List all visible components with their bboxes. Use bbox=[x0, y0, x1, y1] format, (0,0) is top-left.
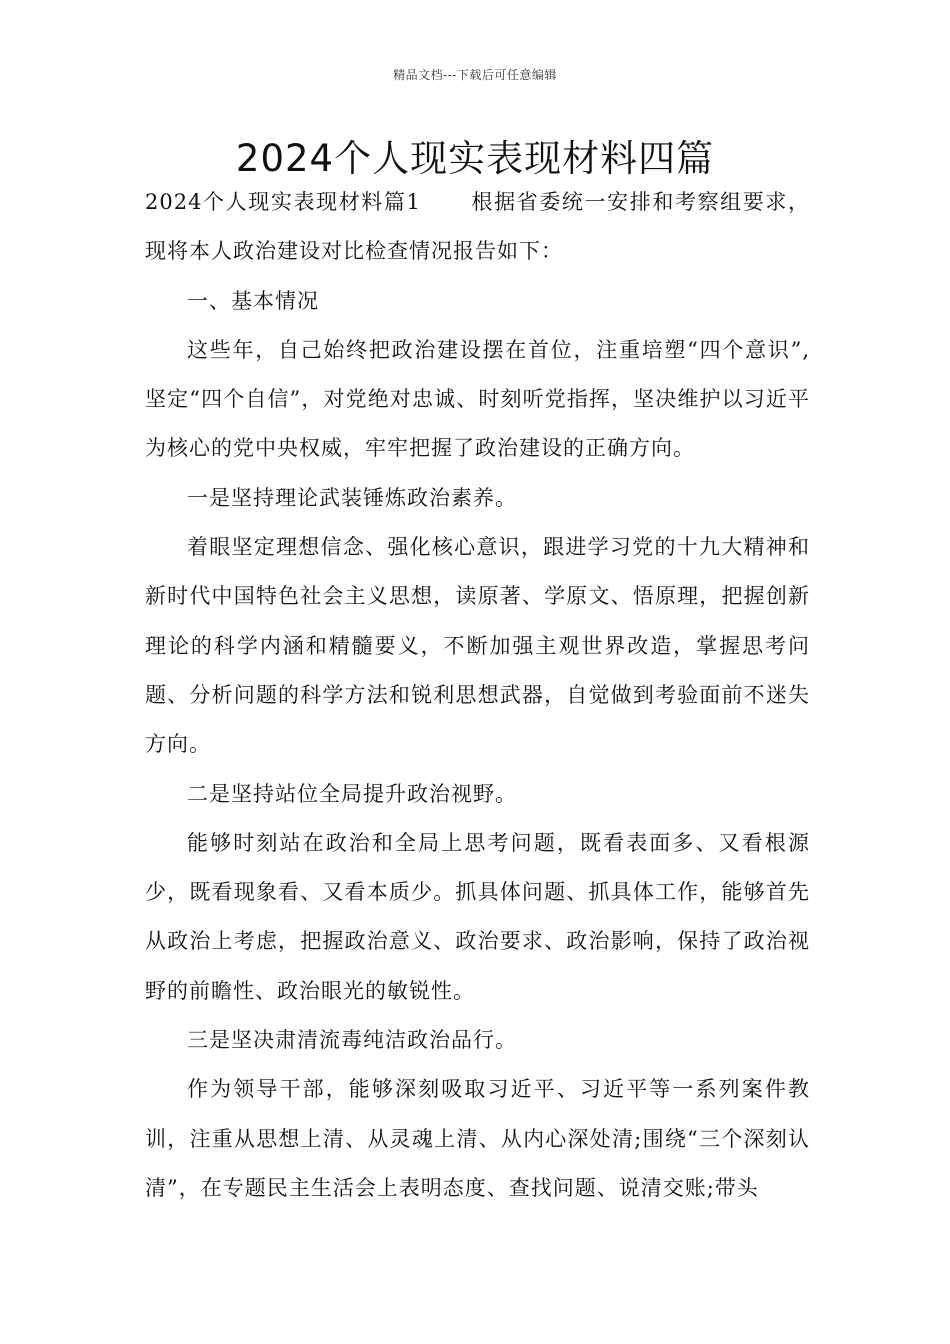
paragraph-theory: 着眼坚定理想信念、强化核心意识，跟进学习党的十九大精神和新时代中国特色社会主义思想，读原著、学原文、悟原理，把握创新理论的科学内涵和精髓要义，不断加强主观世界改造，掌握思考问题、分析问题的科学方法和锐利思想武器，自觉做到考验面前不迷失方向。 bbox=[145, 535, 810, 757]
subheading-two: 二是坚持站位全局提升政治视野。 bbox=[187, 781, 517, 806]
subheading-three: 三是坚决肃清流毒纯洁政治品行。 bbox=[187, 1028, 517, 1053]
document-body bbox=[145, 178, 810, 1213]
paragraph-vision: 能够时刻站在政治和全局上思考问题，既看表面多、又看根源少，既看现象看、又看本质少。抓具体问题、抓具体工作，能够首先从政治上考虑，把握政治意义、政治要求、政治影响，保持了政治视野的前瞻性、政治眼光的敏锐性。 bbox=[145, 830, 810, 1003]
intro-prefix: 2024个人现实表现材料篇1 bbox=[145, 190, 421, 214]
section-heading-basic: 一、基本情况 bbox=[187, 288, 319, 313]
paragraph-conduct: 作为领导干部，能够深刻吸取习近平、习近平等一系列案件教训，注重从思想上清、从灵魂上清、从内心深处清;围绕“三个深刻认清”，在专题民主生活会上表明态度、查找问题、说清交账;带头 bbox=[145, 1077, 810, 1200]
intro-paragraph bbox=[145, 178, 810, 277]
intro-text: 根据省委统一安排和考察组要求，现将本人政治建设对比检查情况报告如下： bbox=[145, 190, 811, 264]
document-title: 2024个人现实表现材料四篇 bbox=[235, 137, 715, 180]
subheading-one: 一是坚持理论武装锤炼政治素养。 bbox=[187, 485, 517, 510]
header-note: 精品文档---下载后可任意编辑 bbox=[393, 68, 557, 82]
paragraph-overview: 这些年，自己始终把政治建设摆在首位，注重培塑“四个意识”,坚定“四个自信”，对党绝对忠诚、时刻听党指挥，坚决维护以习近平为核心的党中央权威，牢牢把握了政治建设的正确方向。 bbox=[145, 337, 810, 461]
